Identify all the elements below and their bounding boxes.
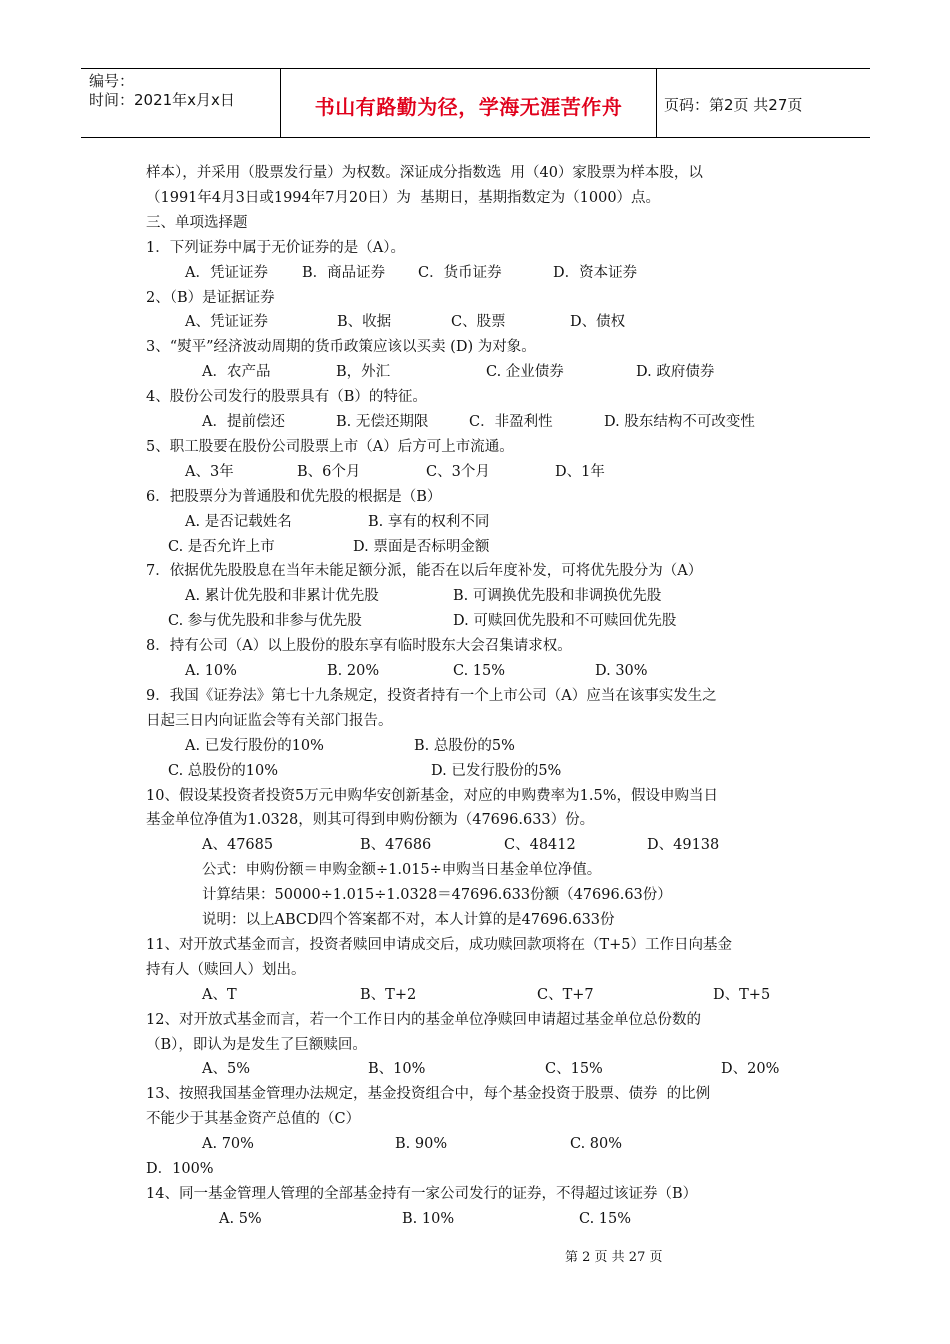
- option: C. 参与优先股和非参与优先股: [168, 613, 362, 630]
- question-9: 9．我国《证券法》第七十九条规定，投资者持有一个上市公司（A）应当在该事实发生之: [146, 687, 717, 704]
- option: C、3个月: [426, 463, 490, 480]
- question-8: 8．持有公司（A）以上股份的股东享有临时股东大会召集请求权。: [146, 638, 572, 655]
- option: A. 10%: [185, 663, 237, 679]
- option: A. 累计优先股和非累计优先股: [185, 588, 379, 605]
- date-label: 时间：2021年x月x日: [89, 91, 235, 109]
- text-line: 不能少于其基金资产总值的（C）: [146, 1111, 361, 1128]
- formula-line: 公式：申购份额＝申购金额÷1.015÷申购当日基金单位净值。: [202, 862, 602, 879]
- option: B. 10%: [402, 1210, 455, 1227]
- option: A、3年: [185, 463, 234, 480]
- option: C. 总股份的10%: [168, 762, 279, 779]
- option: A. 已发行股份的10%: [185, 737, 324, 754]
- option: C. 15%: [579, 1210, 632, 1227]
- option: A．凭证证券: [185, 264, 268, 281]
- question-1: 1．下列证券中属于无价证券的是（A）。: [146, 239, 405, 256]
- section-heading: 三、单项选择题: [146, 214, 248, 231]
- option: D、T+5: [713, 986, 771, 1003]
- option: C. 企业债券: [486, 364, 564, 381]
- page-header: [81, 68, 870, 138]
- option: A、T: [202, 986, 237, 1003]
- question-11: 11、对开放式基金而言，投资者赎回申请成交后，成功赎回款项将在（T+5）工作日向基金: [146, 936, 732, 953]
- footer-page-number: 第 2 页 共 27 页: [565, 1250, 663, 1265]
- option: C、T+7: [537, 986, 594, 1003]
- option: B、6个月: [297, 463, 361, 480]
- option: C．货币证券: [418, 264, 502, 281]
- option: D. 股东结构不可改变性: [604, 414, 755, 430]
- question-6: 6．把股票分为普通股和优先股的根据是（B）: [146, 488, 442, 505]
- text-line: （1991年4月3日或1994年7月20日）为 基期日，基期指数定为（1000）点。: [146, 189, 661, 206]
- option: C、15%: [545, 1061, 603, 1078]
- text-line: 日起三日内向证监会等有关部门报告。: [146, 712, 393, 729]
- option: B. 总股份的5%: [414, 737, 515, 754]
- option: B、47686: [360, 837, 432, 854]
- question-12: 12、对开放式基金而言，若一个工作日内的基金单位净赎回申请超过基金单位总份数的: [146, 1011, 701, 1028]
- header-meta: [81, 69, 281, 137]
- option: D、债权: [570, 314, 626, 331]
- option: C、股票: [451, 314, 506, 331]
- option: D、49138: [647, 837, 720, 854]
- option: D、1年: [555, 463, 605, 480]
- question-10: 10、假设某投资者投资5万元申购华安创新基金，对应的申购费率为1.5%，假设申购当日: [146, 787, 719, 804]
- option: B、收据: [337, 314, 392, 331]
- option: A、5%: [202, 1061, 250, 1078]
- option: C. 是否允许上市: [168, 538, 275, 555]
- calculation-line: 计算结果：50000÷1.015÷1.0328＝47696.633份额（47696.63份）: [202, 887, 672, 904]
- option: D．资本证券: [553, 264, 638, 281]
- option: B、10%: [368, 1061, 426, 1078]
- text-line: （B），即认为是发生了巨额赎回。: [146, 1036, 367, 1053]
- note-line: 说明：以上ABCD四个答案都不对，本人计算的是47696.633份: [202, 912, 615, 928]
- question-13: 13、按照我国基金管理办法规定，基金投资组合中，每个基金投资于股票、债券 的比例: [146, 1086, 711, 1103]
- option: B. 20%: [327, 663, 380, 679]
- option: C. 80%: [570, 1136, 623, 1153]
- text-line: 持有人（赎回人）划出。: [146, 961, 306, 978]
- question-5: 5、职工股要在股份公司股票上市（A）后方可上市流通。: [146, 438, 514, 455]
- option: A. 70%: [202, 1136, 254, 1153]
- option: B，外汇: [336, 364, 391, 381]
- option: C．非盈利性: [469, 414, 553, 430]
- text-line: 基金单位净值为1.0328，则其可得到申购份额为（47696.633）份。: [146, 812, 595, 829]
- question-2: 2、（B）是证据证券: [146, 289, 275, 306]
- option: B. 可调换优先股和非调换优先股: [453, 588, 662, 605]
- option: B. 无偿还期限: [336, 414, 429, 430]
- option: A．提前偿还: [202, 414, 285, 430]
- header-motto: 书山有路勤为径，学海无涯苦作舟: [281, 69, 657, 137]
- option: B. 90%: [395, 1136, 448, 1153]
- text-line: 样本），并采用（股票发行量）为权数。深证成分指数选 用（40）家股票为样本股，以: [146, 165, 703, 181]
- option: D. 政府债券: [636, 364, 715, 381]
- option: D. 可赎回优先股和不可赎回优先股: [453, 613, 677, 630]
- option: B．商品证券: [302, 264, 386, 281]
- header-page-number: 页码：第2页 共27页: [664, 95, 803, 114]
- option: B. 享有的权利不同: [368, 513, 490, 530]
- option: D、20%: [721, 1061, 780, 1078]
- option: A. 5%: [219, 1210, 262, 1227]
- question-7: 7．依据优先股股息在当年未能足额分派，能否在以后年度补发，可将优先股分为（A）: [146, 563, 703, 580]
- option: C. 15%: [453, 663, 506, 679]
- serial-label: 编号：: [89, 72, 135, 90]
- option: C、48412: [504, 837, 576, 854]
- question-13-option-d: D．100%: [146, 1161, 214, 1177]
- option: A、47685: [202, 837, 274, 854]
- option: D. 30%: [595, 663, 648, 679]
- option: A. 是否记载姓名: [185, 513, 292, 530]
- option: D. 票面是否标明金额: [353, 538, 490, 555]
- question-4: 4、股份公司发行的股票具有（B）的特征。: [146, 389, 427, 406]
- option: D. 已发行股份的5%: [431, 762, 562, 779]
- option: B、T+2: [360, 986, 417, 1003]
- question-3: 3、“熨平”经济波动周期的货币政策应该以买卖 (D) 为对象。: [146, 339, 536, 356]
- question-14: 14、同一基金管理人管理的全部基金持有一家公司发行的证券，不得超过该证券（B）: [146, 1185, 698, 1202]
- option: A．农产品: [202, 364, 271, 381]
- option: A、凭证证券: [185, 314, 268, 331]
